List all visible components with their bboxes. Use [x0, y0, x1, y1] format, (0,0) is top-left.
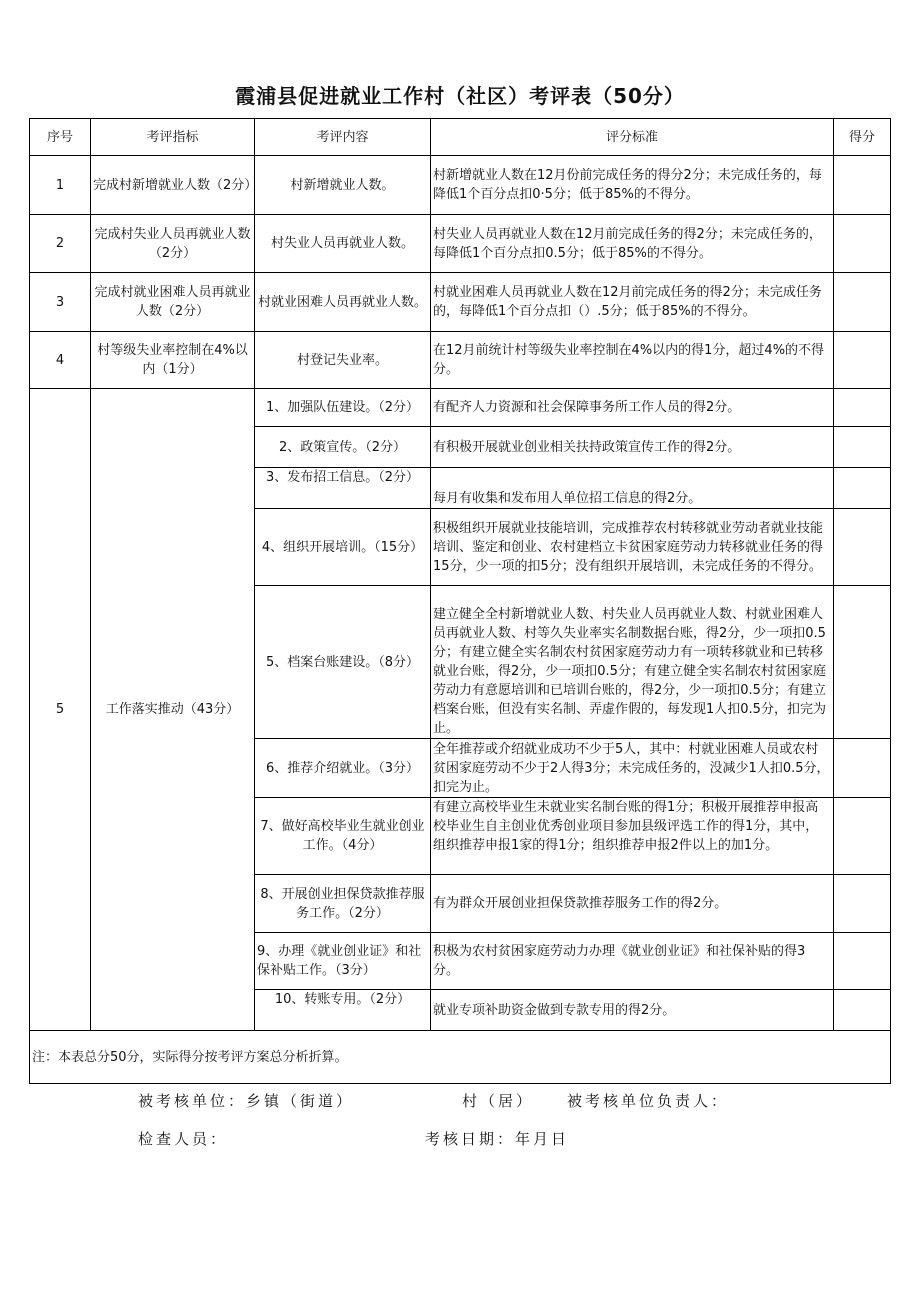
row-criteria: 村新增就业人数在12月份前完成任务的得分2分；未完成任务的，每降低1个百分点扣0·5分；低于85%的不得分。	[431, 156, 834, 215]
item-content: 10、转账专用。（2分）	[255, 990, 431, 1031]
item-content: 3、发布招工信息。（2分）	[255, 468, 431, 509]
item-criteria: 有建立高校毕业生未就业实名制台账的得1分；积极开展推荐申报高校毕业生自主创业优秀创业项目参加县级评选工作的得1分，其中，组织推荐申报1家的得1分；组织推荐申报2件以上的加1分。	[431, 798, 834, 875]
row-score-cell[interactable]	[834, 509, 891, 586]
row-score-cell[interactable]	[834, 427, 891, 468]
header-score: 得分	[834, 119, 891, 156]
table-note: 注：本表总分50分，实际得分按考评方案总分析折算。	[30, 1031, 891, 1084]
table-row	[30, 273, 891, 332]
header-indicator: 考评指标	[91, 119, 255, 156]
group-indicator: 工作落实推动（43分）	[91, 389, 255, 1031]
row-score-cell[interactable]	[834, 798, 891, 875]
item-criteria: 有配齐人力资源和社会保障事务所工作人员的得2分。	[431, 389, 834, 427]
footer-village: 村（居）	[462, 1092, 535, 1110]
row-criteria: 村失业人员再就业人数在12月前完成任务的得2分；未完成任务的，每降低1个百分点扣0.5分；低于85%的不得分。	[431, 215, 834, 273]
table-row	[30, 156, 891, 215]
item-content: 9、办理《就业创业证》和社保补贴工作。（3分）	[255, 933, 431, 990]
item-criteria: 有积极开展就业创业相关扶持政策宣传工作的得2分。	[431, 427, 834, 468]
row-score-cell[interactable]	[834, 389, 891, 427]
row-score-cell[interactable]	[834, 586, 891, 739]
row-score-cell[interactable]	[834, 933, 891, 990]
row-score-cell[interactable]	[834, 156, 891, 215]
row-criteria: 村就业困难人员再就业人数在12月前完成任务的得2分；未完成任务的，每降低1个百分点扣（）.5分；低于85%的不得分。	[431, 273, 834, 332]
note-row	[30, 1031, 891, 1084]
table-header-row	[30, 119, 891, 156]
row-seq: 1	[30, 156, 91, 215]
footer-inspector: 检查人员：	[138, 1130, 229, 1148]
table-row	[30, 332, 891, 389]
row-content: 村失业人员再就业人数。	[255, 215, 431, 273]
row-score-cell[interactable]	[834, 468, 891, 509]
footer-date: 考核日期：年月日	[425, 1130, 570, 1148]
row-score-cell[interactable]	[834, 215, 891, 273]
item-criteria: 建立健全全村新增就业人数、村失业人员再就业人数、村就业困难人员再就业人数、村等久失业率实名制数据台账，得2分，少一项扣0.5分；有建立健全实名制农村贫困家庭劳动力有一项转移就业和已转移就业台账，得2分，少一项扣0.5分；有建立健全实名制农村贫困家庭劳动力有意愿培训和已培训台账的，得2分，少一项扣0.5分；有建立档案台账，但没有实名制、弄虚作假的，每发现1人扣0.5分，扣完为止。	[431, 586, 834, 739]
item-content: 2、政策宣传。（2分）	[255, 427, 431, 468]
row-content: 村就业困难人员再就业人数。	[255, 273, 431, 332]
row-indicator: 村等级失业率控制在4%以内（1分）	[91, 332, 255, 389]
item-content: 6、推荐介绍就业。（3分）	[255, 739, 431, 798]
row-score-cell[interactable]	[834, 273, 891, 332]
header-seq: 序号	[30, 119, 91, 156]
row-seq: 3	[30, 273, 91, 332]
row-score-cell[interactable]	[834, 990, 891, 1031]
item-content: 4、组织开展培训。（15分）	[255, 509, 431, 586]
row-content: 村新增就业人数。	[255, 156, 431, 215]
item-content: 5、档案台账建设。（8分）	[255, 586, 431, 739]
item-criteria: 全年推荐或介绍就业成功不少于5人，其中：村就业困难人员或农村贫困家庭劳动不少于2人得3分；未完成任务的，没减少1人扣0.5分，扣完为止。	[431, 739, 834, 798]
row-seq: 2	[30, 215, 91, 273]
row-content: 村登记失业率。	[255, 332, 431, 389]
row-indicator: 完成村新增就业人数（2分）	[91, 156, 255, 215]
footer-unit: 被考核单位：乡镇（街道）	[138, 1092, 355, 1110]
row-seq: 4	[30, 332, 91, 389]
item-criteria: 积极组织开展就业技能培训，完成推荐农村转移就业劳动者就业技能培训、鉴定和创业、农村建档立卡贫困家庭劳动力转移就业任务的得15分，少一项的扣5分；没有组织开展培训，未完成任务的不得分。	[431, 509, 834, 586]
item-criteria: 每月有收集和发布用人单位招工信息的得2分。	[431, 468, 834, 509]
evaluation-table	[29, 118, 891, 1084]
page-title: 霞浦县促进就业工作村（社区）考评表（50分）	[235, 84, 685, 108]
row-score-cell[interactable]	[834, 875, 891, 933]
item-content: 7、做好高校毕业生就业创业工作。（4分）	[255, 798, 431, 875]
item-criteria: 积极为农村贫困家庭劳动力办理《就业创业证》和社保补贴的得3分。	[431, 933, 834, 990]
row-score-cell[interactable]	[834, 332, 891, 389]
item-criteria: 就业专项补助资金做到专款专用的得2分。	[431, 990, 834, 1031]
row-indicator: 完成村失业人员再就业人数（2分）	[91, 215, 255, 273]
row-indicator: 完成村就业困难人员再就业人数（2分）	[91, 273, 255, 332]
item-content: 8、开展创业担保贷款推荐服务工作。（2分）	[255, 875, 431, 933]
footer-leader: 被考核单位负责人：	[567, 1092, 730, 1110]
table-row	[30, 389, 891, 427]
table-row	[30, 215, 891, 273]
header-criteria: 评分标准	[431, 119, 834, 156]
row-criteria: 在12月前统计村等级失业率控制在4%以内的得1分，超过4%的不得分。	[431, 332, 834, 389]
item-criteria: 有为群众开展创业担保贷款推荐服务工作的得2分。	[431, 875, 834, 933]
header-content: 考评内容	[255, 119, 431, 156]
item-content: 1、加强队伍建设。（2分）	[255, 389, 431, 427]
group-seq: 5	[30, 389, 91, 1031]
row-score-cell[interactable]	[834, 739, 891, 798]
